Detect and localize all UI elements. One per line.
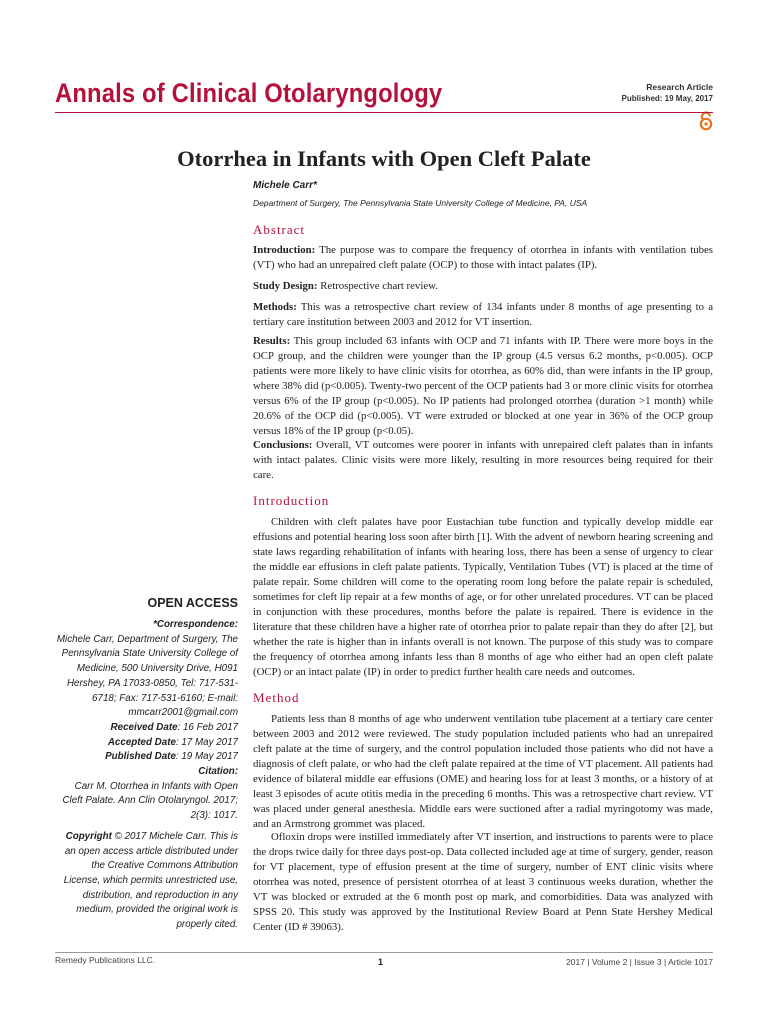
footer-page-number: 1: [378, 957, 384, 967]
abstract-study-design: [253, 279, 713, 294]
method-paragraph-2: Ofloxin drops were instilled immediately after VT insertion, and instructions to parents were to place the drops twice daily for three days post-op. Data collected included age at time of surgery, gender, reason for VT placement, type of effusion present at the time of surgery, number of ENT clinic visits where otorrhea was noted, presence of persistent otorrhea of at least 3 continuous weeks duration, whether the VT was blocked or extruded at the 6 month post op mark, and comorbidities. Data was analyzed with SPSS 20. This study was approved by the Institutional Review Board at Penn State Hershey Medical Center (ID # 39063).: [253, 831, 713, 933]
method-paragraph-1: Patients less than 8 months of age who underwent ventilation tube placement at a tertiary care center between 2003 and 2012 were reviewed. The study population included patients who had an unrepaired cleft palate at the time of surgery, and the control population included those patients who did not have a diagnosis of cleft palate, or who had the cleft palate repaired at the time of VT placement. All patients had evidence of bilateral middle ear effusions (OME) and hearing loss for at least 3 months, or a history of at least 3 episodes of acute otitis media in the preceding 6 months. This was a retrospective chart review. VT was placed under general anesthesia. Middle ears were suctioned after a radial myringotomy was made, and an Armstrong grommet was placed.: [253, 713, 713, 830]
abstract-conclusions-text: Overall, VT outcomes were poorer in infants with unrepaired cleft palates than in infants with intact palates. Clinic visits were more likely, resulting in more resources being required for their care.: [253, 439, 713, 481]
introduction-text: Children with cleft palates have poor Eustachian tube function and typically develop middle ear effusions and potential hearing loss soon after birth [1]. With the advent of newborn hearing screening and state laws regarding rehabilitation of infants with hearing loss, there has been a sense of urgency to clear the middle ear effusions in cleft palate patients. Typically, Ventilation Tubes (VT) is placed at the time of palate repair. Some children will come to the operating room long before the palate repair is scheduled, sometimes for cleft lip repair at a few months of age, or for other unrelated procedures. VT can be placed in conjunction with these procedures, months before the palate is repaired. There is evidence in the literature that these children have a higher rate of otorrhea prior to palate repair than they do after [2], but whether the rate is higher than in infants overall is not known. The purpose of this study was to compare the frequency of otorrhea among infants less than 8 months of age who either had an open cleft palate (OCP) or an intact palate (IP) in order to predict further health care needs and outcomes.: [253, 516, 714, 678]
copyright-label: Copyright: [65, 830, 112, 842]
abstract-conclusions-label: Conclusions:: [253, 439, 313, 451]
journal-title: Annals of Clinical Otolaryngology: [55, 78, 443, 108]
abstract-conclusions: [253, 438, 713, 483]
abstract-design-text: Retrospective chart review.: [317, 280, 438, 292]
correspondence-text: Michele Carr, Department of Surgery, The Pennsylvania State University College of Medicine, 500 University Drive, H091 Hershey, PA 17033-0850, Tel: 717-531-6718; Fax: 717-531-6160; E-mail: mmcarr2001@gmail.com: [56, 633, 238, 719]
abstract-introduction-label: Introduction:: [253, 244, 316, 256]
paper-title: Otorrhea in Infants with Open Cleft Palate: [177, 146, 591, 171]
abstract-methods: [253, 300, 713, 330]
abstract-heading: Abstract: [253, 222, 306, 237]
accepted-label: Accepted Date: [107, 736, 176, 748]
sidebar-info: [55, 618, 238, 933]
affiliation: Department of Surgery, The Pennsylvania State University College of Medicine, PA, USA: [253, 198, 588, 208]
received-label: Received Date: [110, 721, 178, 733]
published-date-header: Published: 19 May, 2017: [621, 94, 713, 103]
footer-rule: [55, 952, 713, 953]
open-access-label: OPEN ACCESS: [147, 596, 238, 610]
correspondence-label: *Correspondence:: [153, 619, 238, 630]
published-label: Published Date: [105, 751, 176, 763]
footer-issue-info: 2017 | Volume 2 | Issue 3 | Article 1017: [566, 957, 713, 967]
abstract-results: [253, 334, 713, 439]
citation-text: Carr M. Otorrhea in Infants with Open Cleft Palate. Ann Clin Otolaryngol. 2017; 2(3): 1017.: [62, 780, 238, 822]
citation-label: Citation:: [198, 766, 238, 778]
open-access-lock-icon: [697, 111, 715, 131]
abstract-design-label: Study Design:: [253, 280, 318, 292]
abstract-methods-label: Methods:: [253, 301, 297, 313]
author: Michele Carr*: [253, 180, 317, 191]
abstract-introduction-text: The purpose was to compare the frequency of otorrhea in infants with ventilation tubes (VT) who had an unrepaired cleft palate (OCP) to those with intact palates (IP).: [253, 244, 713, 271]
copyright-text: © 2017 Michele Carr. This is an open access article distributed under the Creative Commons Attribution License, which permits unrestricted use, distribution, and reproduction in any medium, provided the original work is properly cited.: [63, 830, 238, 931]
abstract-results-label: Results:: [253, 335, 291, 347]
abstract-methods-text: This was a retrospective chart review of 134 infants under 8 months of age presenting to a tertiary care institution between 2003 and 2012 for VT insertion.: [253, 301, 713, 328]
article-type: Research Article: [646, 82, 713, 92]
introduction-heading: Introduction: [253, 493, 330, 508]
footer-publisher: Remedy Publications LLC.: [55, 955, 156, 965]
published-value: : 19 May 2017: [175, 751, 238, 763]
header-rule: [55, 112, 713, 113]
abstract-results-text: This group included 63 infants with OCP and 71 infants with IP. There were more boys in the OCP group, and the children were younger than the IP group (4.5 versus 6.2 months, p<0.005). OCP patients were more likely to have clinic visits for otorrhea, as 60% did, than were infants in the IP group, where 38% did (p<0.005). Twenty-two percent of the OCP patients had 3 or more clinic visits for otorrhea versus 6% of the IP group (p<0.005). No IP patients had prolonged otorrhea (duration >1 month) while 20.6% of the OCP did (p<0.005). VT were extruded or blocked at one year in 36% of the OCP group versus 18% of the IP group (p<0.05).: [253, 335, 713, 437]
abstract-introduction: [253, 243, 713, 273]
method-heading: Method: [253, 690, 300, 705]
received-value: : 16 Feb 2017: [177, 721, 238, 733]
accepted-value: : 17 May 2017: [175, 736, 238, 748]
